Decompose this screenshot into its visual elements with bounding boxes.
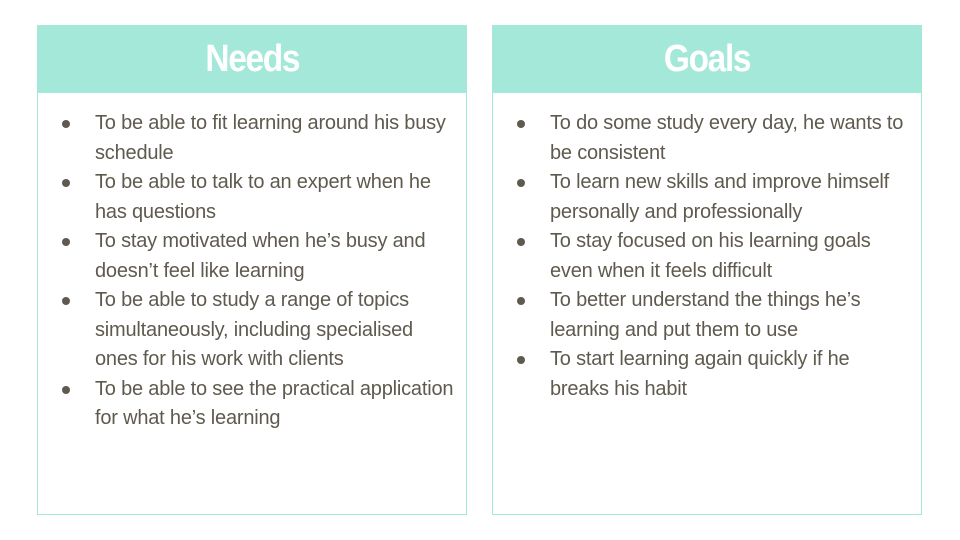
goals-item-text: To better understand the things he’s learning and put them to use	[550, 289, 861, 341]
bullet-icon	[517, 297, 525, 305]
goals-item-text: To stay focused on his learning goals even when it feels difficult	[550, 230, 871, 282]
goals-panel	[492, 25, 922, 515]
goals-item-text: To start learning again quickly if he breaks his habit	[550, 348, 850, 400]
bullet-icon	[517, 179, 525, 187]
needs-title: Needs	[205, 38, 299, 80]
bullet-icon	[62, 238, 70, 246]
needs-item-text: To be able to fit learning around his busy schedule	[95, 112, 446, 164]
needs-header	[38, 26, 466, 93]
needs-list	[38, 93, 466, 434]
needs-item	[58, 286, 454, 375]
bullet-icon	[62, 120, 70, 128]
goals-item	[513, 168, 909, 227]
needs-item	[58, 109, 454, 168]
bullet-icon	[62, 386, 70, 394]
needs-item-text: To stay motivated when he’s busy and doesn’t feel like learning	[95, 230, 426, 282]
needs-item-text: To be able to talk to an expert when he has questions	[95, 171, 431, 223]
goals-item-text: To do some study every day, he wants to be consistent	[550, 112, 904, 164]
needs-item	[58, 168, 454, 227]
goals-header	[493, 26, 921, 93]
goals-item-text: To learn new skills and improve himself personally and professionally	[550, 171, 890, 223]
goals-item	[513, 109, 909, 168]
needs-item	[58, 375, 454, 434]
bullet-icon	[517, 238, 525, 246]
bullet-icon	[517, 356, 525, 364]
needs-item	[58, 227, 454, 286]
needs-item-text: To be able to study a range of topics simultaneously, including specialised ones for his work with clients	[95, 289, 413, 370]
needs-panel	[37, 25, 467, 515]
goals-list	[493, 93, 921, 404]
bullet-icon	[62, 297, 70, 305]
goals-item	[513, 345, 909, 404]
goals-item	[513, 286, 909, 345]
needs-item-text: To be able to see the practical application for what he’s learning	[95, 377, 454, 429]
goals-item	[513, 227, 909, 286]
bullet-icon	[517, 120, 525, 128]
bullet-icon	[62, 179, 70, 187]
goals-title: Goals	[663, 38, 751, 80]
